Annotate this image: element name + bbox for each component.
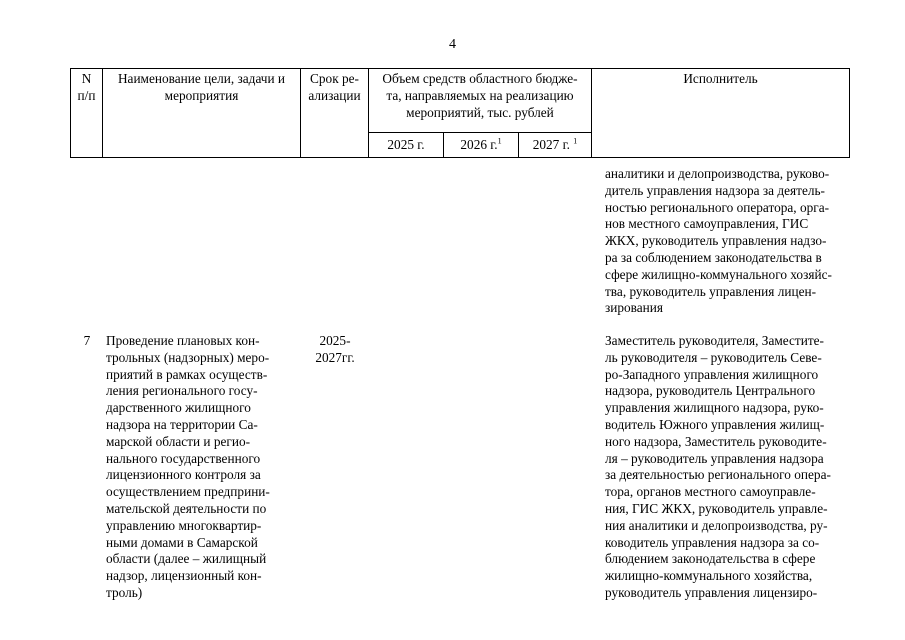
header-period-line-1: Срок ре- (310, 71, 359, 86)
header-year-2026 (444, 133, 519, 158)
text-line: нов местного самоуправления, ГИС (605, 216, 809, 232)
text-line: нального государственного (106, 450, 261, 466)
row-activity-name (106, 333, 296, 602)
text-line: ля – руководитель управления надзора (605, 450, 824, 466)
header-number-line-2: п/п (77, 87, 96, 103)
text-line: надзора на территории Са- (106, 416, 258, 432)
period-line-2: 2027гг. (315, 349, 355, 365)
header-number (71, 69, 103, 158)
table-header (70, 68, 850, 158)
text-line: управления жилищного надзора, руко- (605, 400, 824, 416)
footnote-mark: 1 (497, 136, 502, 146)
text-line: управлению многоквартир- (106, 517, 262, 533)
text-line: ководитель управления надзора за со- (605, 534, 820, 550)
text-line: осуществлением предприни- (106, 484, 270, 500)
header-number-line-1: N (81, 71, 92, 86)
year-2025-label: 2025 г. (387, 136, 425, 152)
text-line: надзора, руководитель Центрального (605, 383, 816, 399)
text-line: надзор, лицензионный кон- (106, 568, 262, 584)
text-line: руководитель управления лицензиро- (605, 584, 818, 600)
text-line: ния, ГИС ЖКХ, руководитель управле- (605, 500, 828, 516)
text-line: мательской деятельности по (106, 500, 267, 516)
text-line: тва, руководитель управления лицен- (605, 283, 817, 299)
text-line: области (далее – жилищный (106, 551, 267, 567)
text-line: приятий в рамках осуществ- (106, 366, 268, 382)
text-line: ния аналитики и делопроизводства, ру- (605, 517, 828, 533)
footnote-mark: 1 (573, 136, 578, 146)
text-line: ностью регионального оператора, орга- (605, 199, 830, 215)
text-line: ного надзора, Заместитель руководите- (605, 433, 827, 449)
header-period-line-2: ализации (308, 87, 361, 103)
text-line: ль руководителя – руководитель Севе- (605, 349, 822, 365)
header-budget-line-2: та, направляемых на реализацию (386, 87, 574, 103)
header-budget-line-3: мероприятий, тыс. рублей (406, 104, 554, 120)
text-line: ЖКХ, руководитель управления надзо- (605, 233, 827, 249)
header-name-line-2: мероприятия (164, 87, 239, 103)
header-name-line-1: Наименование цели, задачи и (117, 71, 286, 86)
text-line: троль) (106, 584, 143, 600)
text-line: тора, органов местного самоуправле- (605, 484, 816, 500)
text-line: за деятельностью регионального опера- (605, 467, 831, 483)
year-2026-label: 2026 г. (460, 136, 498, 152)
text-line: Проведение плановых кон- (106, 333, 260, 348)
header-name (103, 69, 301, 158)
text-line: жилищно-коммунального хозяйства, (605, 568, 813, 584)
text-line: трольных (надзорных) меро- (106, 349, 270, 365)
text-line: лицензионного контроля за (106, 467, 261, 483)
continuation-executor-text (605, 166, 855, 317)
text-line: водитель Южного управления жилищ- (605, 416, 825, 432)
header-year-2025 (369, 133, 444, 158)
page-number: 4 (449, 37, 456, 52)
row-period (306, 333, 364, 367)
text-line: ро-Западного управления жилищного (605, 366, 819, 382)
header-budget-line-1: Объем средств областного бюдже- (382, 71, 578, 86)
row-number: 7 (83, 333, 91, 348)
header-period (301, 69, 369, 158)
year-2027-label: 2027 г. (532, 136, 574, 152)
text-line: ра за соблюдением законодательства в (605, 249, 822, 265)
row-executor (605, 333, 855, 602)
period-line-1: 2025- (319, 333, 351, 348)
header-budget (369, 69, 592, 133)
text-line: сфере жилищно-коммунального хозяйс- (605, 266, 832, 282)
header-executor: Исполнитель (592, 69, 850, 158)
header-year-2027 (519, 133, 592, 158)
text-line: дитель управления надзора за деятель- (605, 182, 825, 198)
text-line: Заместитель руководителя, Заместите- (605, 333, 824, 348)
text-line: марской области и регио- (106, 433, 251, 449)
text-line: зирования (605, 300, 664, 316)
text-line: аналитики и делопроизводства, руково- (605, 166, 830, 181)
text-line: ления регионального госу- (106, 383, 258, 399)
text-line: ными домами в Самарской (106, 534, 258, 550)
text-line: дарственного жилищного (106, 400, 251, 416)
text-line: блюдением законодательства в сфере (605, 551, 816, 567)
